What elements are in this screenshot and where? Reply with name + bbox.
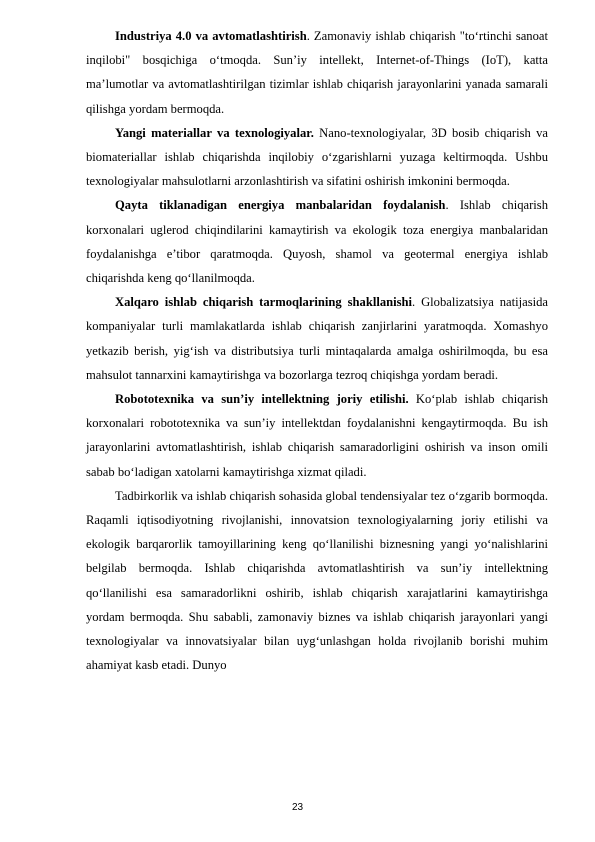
paragraph-international-networks: [86, 290, 548, 387]
paragraph-heading: Qayta tiklanadigan energiya manbalaridan foydalanish: [115, 198, 446, 213]
paragraph-text: Ko‘plab ishlab chiqarish korxonalari robototexnika va sun’iy intellektdan foydalanishni kengaytirmoqda. Bu ish jarayonlarini avtomatlashtirish, ishlab chiqarish samaradorligini oshirish va inson omili sabab bo‘ladigan xatolarni kamaytirishga xizmat qiladi.: [86, 392, 548, 479]
document-body: [86, 24, 548, 677]
paragraph-heading: Industriya 4.0 va avtomatlashtirish: [115, 29, 307, 43]
paragraph-global-trends: [86, 484, 548, 678]
paragraph-text: . Globalizatsiya natijasida kompaniyalar turli mamlakatlarda ishlab chiqarish zanjirlarini yaratmoqda. Xomashyo yetkazib berish, yig‘ish va distributsiya turli mintaqalarda amalga oshirilmoqda, bu esa mahsulot tannarxini kamaytirishga va bozorlarga tezroq chiqishga yordam beradi.: [86, 295, 548, 382]
paragraph-industry-4: [86, 24, 548, 121]
paragraph-text: . Ishlab chiqarish korxonalari uglerod chiqindilarini kamaytirish va ekologik toza energiya manbalaridan foydalanishga e’tibor qaratmoqda. Quyosh, shamol va geotermal energiya ishlab chiqarishda keng qo‘llanilmoqda.: [86, 198, 549, 286]
paragraph-new-materials: [86, 121, 548, 194]
paragraph-text: Tadbirkorlik va ishlab chiqarish sohasida global tendensiyalar tez o‘zgarib bormoqda. Raqamli iqtisodiyotning rivojlanishi, innovatsion texnologiyalarning joriy etilishi va ekologik barqarorlik tamoyillarining keng qo‘llanilishi biznesning yangi yo‘nalishlarini belgilab bermoqda. Ishlab chiqarishda avtomatlashtirish va sun’iy intellektning qo‘llanilishi esa samaradorlikni oshirib, ishlab chiqarish xarajatlarini kamaytirishga yordam bermoqda. Shu sababli, zamonaviy biznes va ishlab chiqarish jarayonlari yangi texnologiyalar va innovatsiyalar bilan uyg‘unlashgan holda rivojlanib borishi muhim ahamiyat kasb etadi. Dunyo: [86, 488, 548, 673]
paragraph-heading: Robototexnika va sun’iy intellektning joriy etilishi.: [115, 392, 409, 407]
page-number: 23: [291, 802, 304, 813]
paragraph-robotics-ai: [86, 387, 548, 484]
paragraph-text: Nano-texnologiyalar, 3D bosib chiqarish va biomateriallar ishlab chiqarishda inqilobiy o‘zgarishlarni yuzaga keltirmoqda. Ushbu texnologiyalar mahsulotlarni arzonlashtirish va sifatini oshirish imkonini bermoqda.: [86, 125, 548, 189]
paragraph-heading: Xalqaro ishlab chiqarish tarmoqlarining shakllanishi: [115, 295, 413, 310]
paragraph-text: . Zamonaviy ishlab chiqarish "to‘rtinchi sanoat inqilobi" bosqichiga o‘tmoqda. Sun’iy intellekt, Internet-of-Things (IoT), katta ma’lumotlar va avtomatlashtirilgan tizimlar ishlab chiqarish jarayonlarini yanada samarali qilishga yordam bermoqda.: [86, 29, 548, 116]
paragraph-renewable-energy: [86, 193, 548, 290]
paragraph-heading: Yangi materiallar va texnologiyalar.: [115, 125, 314, 140]
